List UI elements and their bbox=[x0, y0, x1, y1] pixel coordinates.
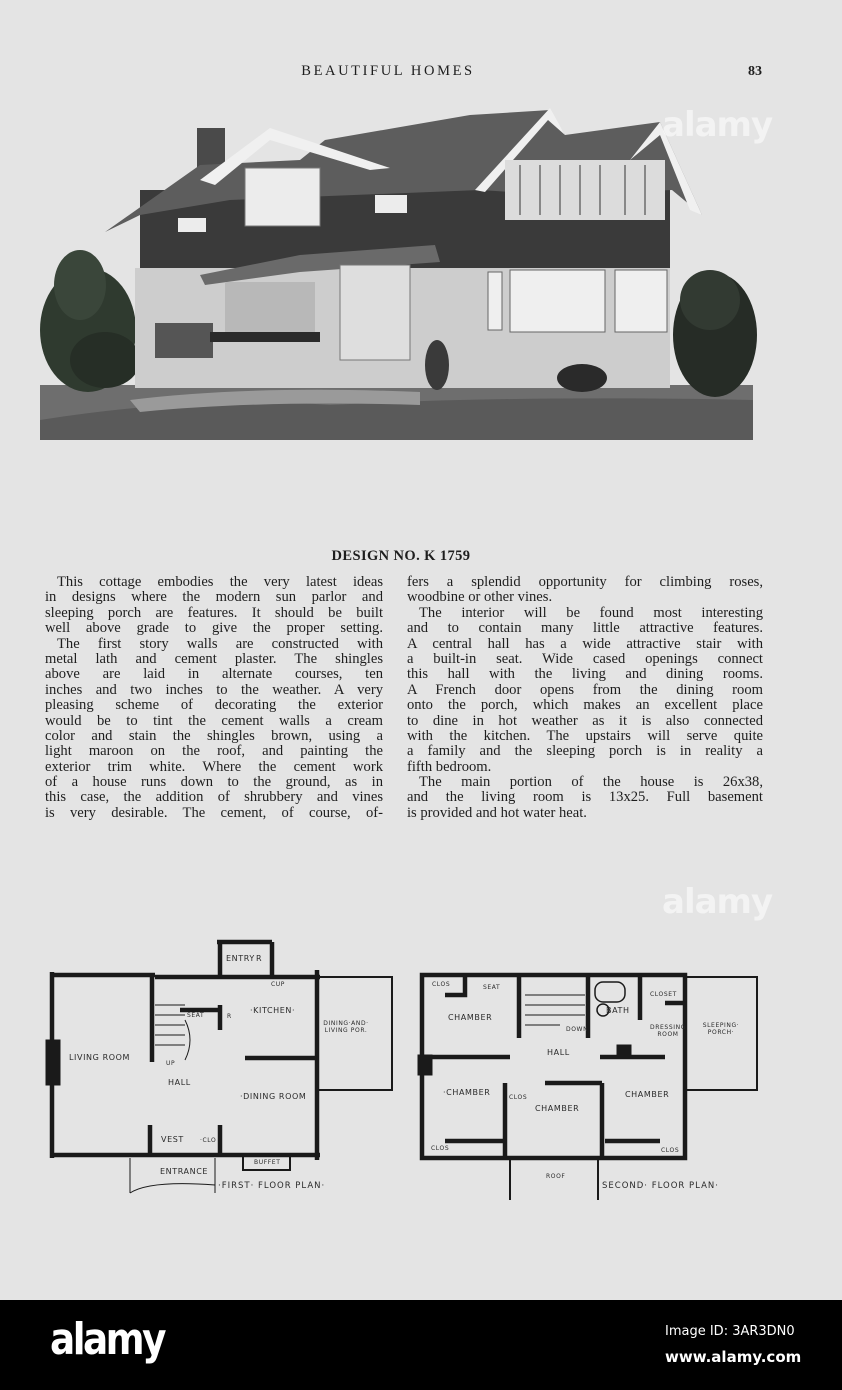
label-hall: HALL bbox=[168, 1078, 191, 1087]
label-living-room: LIVING ROOM bbox=[69, 1053, 131, 1062]
first-floor-plan-caption: ·FIRST· FLOOR PLAN· bbox=[218, 1181, 326, 1191]
text-line: and the living room is 13x25. Full basement bbox=[407, 789, 763, 806]
text-line: woodbine or other vines. bbox=[407, 589, 553, 606]
text-line: metal lath and cement plaster. The shingles bbox=[45, 650, 383, 667]
text-line: color and stain the shingles brown, using a bbox=[45, 727, 383, 744]
text-line: above are laid in alternate courses, ten bbox=[45, 666, 383, 683]
text-line: with the kitchen. The upstairs will serve quite bbox=[407, 727, 763, 744]
text-line: inches and two inches to the weather. A very bbox=[45, 681, 383, 698]
label-chamber: CHAMBER bbox=[448, 1013, 493, 1022]
label-closet: CLOS bbox=[661, 1147, 680, 1154]
text-line: fers a splendid opportunity for climbing roses, bbox=[407, 574, 763, 590]
text-line: is provided and hot water heat. bbox=[407, 804, 587, 821]
first-floor-walls bbox=[46, 942, 392, 1193]
label-vestibule: VEST bbox=[161, 1135, 184, 1144]
label-up: UP bbox=[166, 1060, 176, 1067]
text-line: is very desirable. The cement, of course, of- bbox=[45, 804, 383, 821]
text-line: in designs where the modern sun parlor and bbox=[45, 589, 383, 606]
stock-banner bbox=[0, 1300, 842, 1390]
text-line: this case, the addition of shrubbery and vines bbox=[45, 789, 383, 806]
watermark: alamy bbox=[662, 882, 773, 922]
label-hall: HALL bbox=[547, 1048, 570, 1057]
text-line: pleasing scheme of decorating the exterior bbox=[45, 697, 383, 714]
label-closet: CLOS bbox=[431, 1145, 450, 1152]
label-entrance: ENTRANCE bbox=[160, 1167, 209, 1176]
text-line: to dine in hot weather as it is also connected bbox=[407, 712, 763, 729]
label-dining-living-porch: DINING·AND· LIVING POR. bbox=[323, 1020, 369, 1034]
text-line: would be to tint the cement walls a cream bbox=[45, 712, 383, 729]
text-line: and to contain many little attractive features. bbox=[407, 620, 763, 637]
text-line: well above grade to give the proper setting. bbox=[45, 620, 383, 637]
label-buffet: BUFFET bbox=[254, 1159, 281, 1166]
label-cupboard: CUP bbox=[271, 981, 285, 988]
text-line: The first story walls are constructed with bbox=[57, 635, 383, 652]
label-roof: ROOF bbox=[546, 1173, 566, 1180]
running-title: BEAUTIFUL HOMES bbox=[301, 63, 475, 79]
text-line: this hall with the living and dining rooms. bbox=[407, 666, 763, 683]
alamy-url[interactable]: www.alamy.com bbox=[665, 1348, 802, 1366]
text-line: light maroon on the roof, and painting the bbox=[45, 743, 383, 760]
label-chamber: CHAMBER bbox=[625, 1090, 670, 1099]
text-line: sleeping porch are features. It should be built bbox=[45, 604, 383, 621]
text-line: fifth bedroom. bbox=[407, 758, 492, 775]
text-line: a built-in seat. Wide cased openings connect bbox=[407, 650, 763, 667]
second-floor-plan-caption: SECOND· FLOOR PLAN· bbox=[602, 1181, 719, 1191]
text-line: onto the porch, which makes an excellent place bbox=[407, 697, 763, 714]
label-bath: BATH bbox=[606, 1006, 630, 1015]
image-id: Image ID: 3AR3DN0 bbox=[665, 1324, 795, 1339]
label-dressing-room: DRESSING ROOM bbox=[650, 1024, 686, 1038]
label-closet: ·CLO bbox=[200, 1137, 217, 1144]
label-entry: ENTRY bbox=[226, 954, 255, 963]
label-closet: CLOS bbox=[509, 1094, 528, 1101]
label-chamber: ·CHAMBER bbox=[443, 1088, 491, 1097]
text-line: The main portion of the house is 26x38, bbox=[419, 774, 763, 791]
label-seat: SEAT bbox=[187, 1012, 205, 1019]
text-line: A French door opens from the dining room bbox=[407, 681, 763, 698]
label-down: DOWN bbox=[566, 1026, 589, 1033]
design-title: DESIGN NO. K 1759 bbox=[331, 548, 471, 564]
label-kitchen: ·KITCHEN· bbox=[250, 1006, 296, 1015]
label-sleeping-porch: SLEEPING· PORCH· bbox=[702, 1022, 740, 1036]
label-closet: CLOSET bbox=[650, 991, 677, 998]
text-line: a family and the sleeping porch is in reality a bbox=[407, 743, 763, 760]
label-dining-room: ·DINING ROOM bbox=[240, 1092, 307, 1101]
label-closet: CLOS bbox=[432, 981, 451, 988]
watermark: alamy bbox=[662, 105, 773, 145]
label-chamber: CHAMBER bbox=[535, 1104, 580, 1113]
label-range: R bbox=[227, 1013, 232, 1020]
alamy-logo: alamy bbox=[50, 1314, 164, 1365]
text-line: of a house runs down to the ground, as in bbox=[45, 774, 383, 791]
text-line: The interior will be found most interesting bbox=[419, 604, 763, 621]
text-line: A central hall has a wide attractive stair with bbox=[407, 635, 763, 652]
text-line: exterior trim white. Where the cement work bbox=[45, 758, 383, 775]
page-number: 83 bbox=[748, 64, 762, 79]
text-line: This cottage embodies the very latest ideas bbox=[57, 574, 383, 590]
label-refrigerator: R bbox=[256, 954, 263, 963]
label-seat: SEAT bbox=[483, 984, 501, 991]
